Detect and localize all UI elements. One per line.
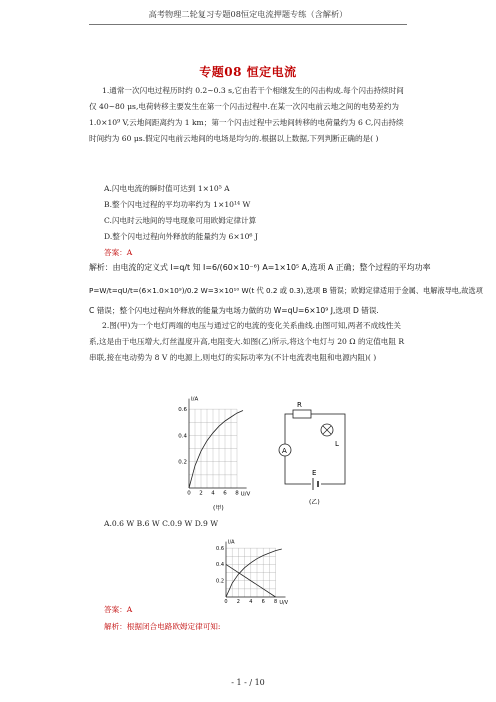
q1-solution-line-3: C 错误；整个闪电过程向外释放的能量为电场力做的功 W=qU=6×10⁹ J,选项 D 错误. bbox=[89, 306, 379, 315]
graph-jia-x-tick: 6 bbox=[223, 490, 227, 497]
q2-answer: 答案：A bbox=[104, 605, 133, 614]
resistor-r bbox=[293, 410, 311, 418]
graph-load-y-tick: 0.6 bbox=[216, 545, 224, 552]
ammeter-label: A bbox=[282, 447, 287, 455]
graph-jia bbox=[173, 388, 263, 518]
document-header: 高考物理二轮复习专题08恒定电流押题专练（含解析） bbox=[148, 9, 348, 19]
q1-answer: 答案：A bbox=[104, 248, 133, 257]
graph-load-x-tick: 6 bbox=[261, 599, 265, 605]
graph-load-x-tick: 2 bbox=[236, 599, 240, 605]
graph-load-x-tick: 0 bbox=[224, 599, 228, 605]
page-number: - 1 - / 10 bbox=[231, 678, 265, 687]
graph-jia-x-tick: 0 bbox=[187, 490, 191, 497]
q1-solution-line-1: 解析：由电流的定义式 I=q/t 知 I=6/(60×10⁻⁶) A=1×10⁵ A,选项 A 正确；整个过程的平均功率 bbox=[89, 263, 431, 272]
graph-jia-series-0 bbox=[189, 411, 243, 489]
graph-jia-y-tick: 0.4 bbox=[178, 433, 187, 440]
graph-load-x-label: U/V bbox=[279, 600, 289, 606]
caption-yi: (乙) bbox=[309, 499, 320, 506]
graph-load-y-label: I/A bbox=[228, 539, 235, 546]
graph-load-line bbox=[210, 537, 310, 612]
question-2-stem: 2.图(甲)为一个电灯两端的电压与通过它的电流的变化关系曲线.由图可知,两者不成线性关系,这是由于电压增大,灯丝温度升高,电阻变大.如图(乙)所示,将这个电灯与 20 Ω 的定值电阻 R 串联,接在电动势为 8 V 的电源上,则电灯的实际功率为(不计电流表电阻和电源内阻)( ) bbox=[89, 321, 405, 363]
graph-jia-y-label: I/A bbox=[191, 396, 199, 403]
caption-jia: (甲) bbox=[213, 505, 224, 512]
circuit-yi bbox=[275, 400, 355, 515]
graph-jia-x-label: U/V bbox=[240, 491, 251, 498]
section-title: 专题08 恒定电流 bbox=[199, 65, 297, 79]
graph-jia-x-tick: 4 bbox=[211, 490, 215, 497]
resistor-label: R bbox=[297, 401, 302, 409]
q2-options: A.0.6 W B.6 W C.0.9 W D.9 W bbox=[104, 519, 219, 528]
q1-option-a: A.闪电电流的瞬时值可达到 1×10⁵ A bbox=[104, 184, 230, 193]
question-1-stem: 1.通常一次闪电过程历时约 0.2~0.3 s,它由若干个相继发生的闪击构成.每个闪击持续时间仅 40~80 μs,电荷转移主要发生在第一个闪击过程中.在某一次闪电前云地之间的电势差约为 1.0×10⁹ V,云地间距离约为 1 km；第一个闪击过程中云地间转移的电荷量约为 6 C,闪击持续时间约为 60 μs.假定闪电前云地间的电场是均匀的.根据以上数据,下列判断正确的是( ) bbox=[89, 86, 404, 144]
graph-jia-x-tick: 8 bbox=[235, 490, 239, 497]
q1-option-c: C.闪电时云地间的导电现象可用欧姆定律计算 bbox=[104, 216, 257, 225]
q1-solution-line-2: P=W/t=qU/t=(6×1.0×10⁹)/0.2 W=3×10¹⁰ W(t 代 0.2 或 0.3),选项 B 错误；欧姆定律适用于金属、电解液导电,故选项 bbox=[89, 286, 483, 295]
graph-load-y-tick: 0.2 bbox=[216, 578, 224, 585]
graph-jia-y-tick: 0.6 bbox=[178, 406, 187, 413]
q1-option-b: B.整个闪电过程的平均功率约为 1×10¹⁴ W bbox=[104, 200, 251, 209]
graph-load-x-tick: 4 bbox=[249, 599, 253, 605]
q1-option-d: D.整个闪电过程向外释放的能量约为 6×10⁶ J bbox=[104, 232, 258, 241]
graph-jia-x-tick: 2 bbox=[199, 490, 203, 497]
graph-load-y-tick: 0.4 bbox=[216, 562, 224, 569]
header-divider bbox=[89, 24, 407, 25]
battery-label: E bbox=[312, 469, 317, 477]
q2-solution: 解析：根据闭合电路欧姆定律可知: bbox=[104, 622, 221, 631]
graph-jia-y-tick: 0.2 bbox=[178, 459, 187, 466]
lamp-label: L bbox=[335, 440, 339, 448]
graph-load-x-tick: 8 bbox=[274, 599, 278, 605]
